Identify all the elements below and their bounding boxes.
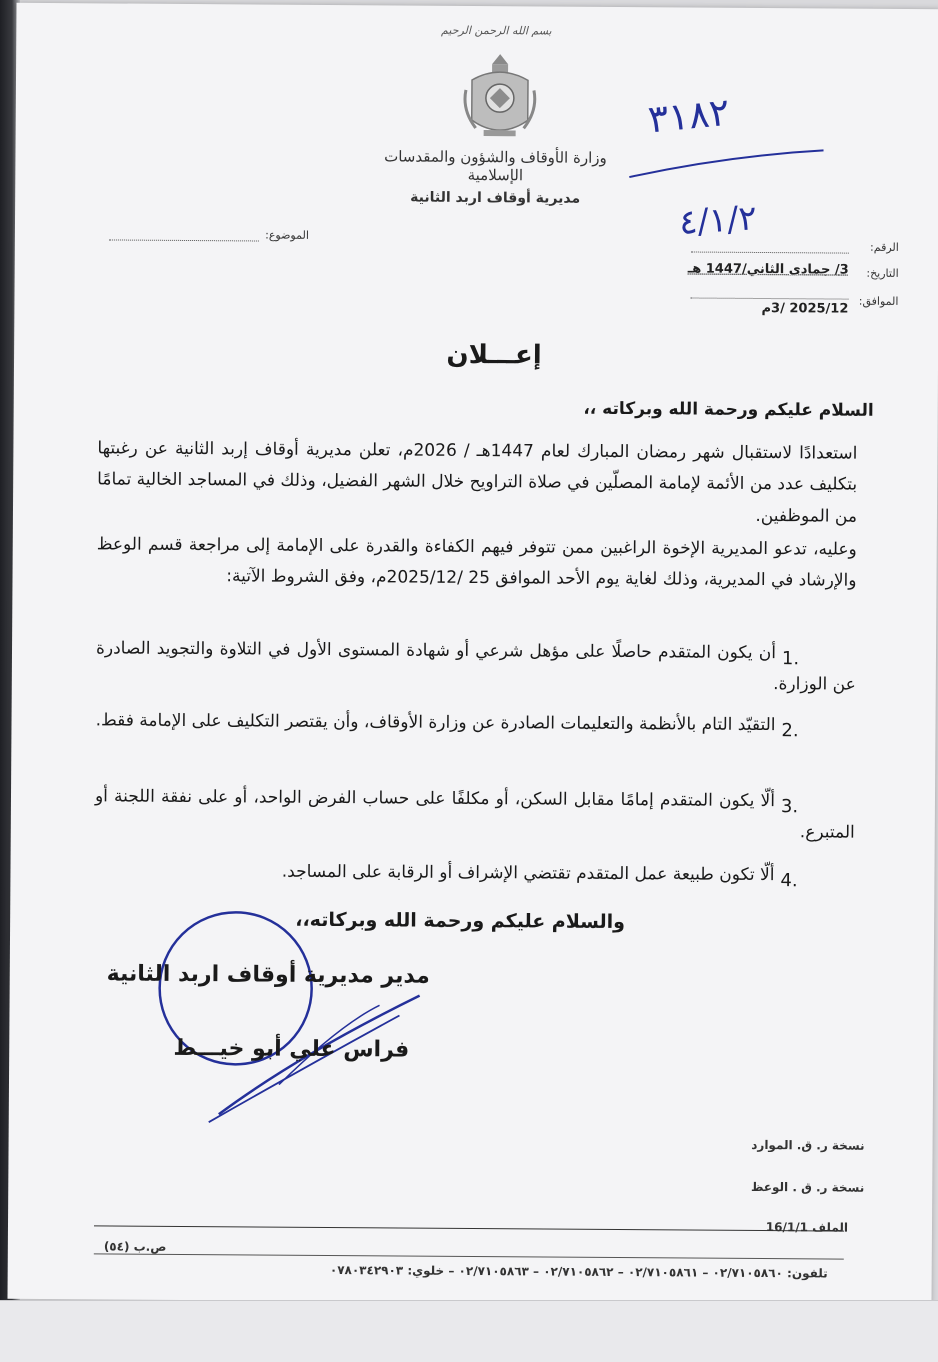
condition-number: 4.: [780, 870, 798, 892]
date-value: 3/ جمادى الثاني/1447 هـ: [687, 261, 849, 278]
directorate-name: مديرية أوقاف اربد الثانية: [410, 189, 581, 207]
contact-phones: تلفون: ٠٢/٧١٠٥٨٦٠ – ٠٢/٧١٠٥٨٦١ – ٠٢/٧١٠٥٨٦٢ – ٠٢/٧١٠٥٨٦٣ – خلوي: ٠٧٨٠٣٤٢٩٠٣: [329, 1263, 828, 1281]
letter-page: [7, 3, 938, 1305]
date-label: التاريخ:: [866, 266, 899, 280]
signer-title: مدير مديرية أوقاف اربد الثانية: [106, 961, 430, 989]
subject-label: الموضوع:: [265, 228, 309, 242]
condition-text: التقيّد التام بالأنظمة والتعليمات الصادرة عن وزارة الأوقاف، وأن يقتصر التكليف على الإمامة فقط.: [95, 710, 776, 736]
po-box: ص.ب (٥٤): [103, 1239, 167, 1254]
condition-item: [95, 781, 855, 849]
paragraph-invitation: وعليه، تدعو المديرية الإخوة الراغبين ممن تتوفر فيهم الكفاءة والقدرة على الإمامة إلى مراجعة قسم الوعظ والإرشاد في المديرية، وذلك لغاية يوم الأحد الموافق 25 /2025/12م، وفق الشروط الآتية:: [96, 534, 857, 592]
copy-recipient: نسخة ر. ق. الموارد: [751, 1137, 865, 1153]
handwritten-date: ٤/١/٢: [677, 198, 759, 243]
copy-recipient: نسخة ر. ق . الوعظ: [750, 1179, 865, 1195]
corresponding-label: الموافق:: [858, 294, 899, 308]
signer-name: فراس علي أبو خيـــط: [173, 1035, 410, 1063]
number-dotted-line: [691, 252, 849, 254]
footer-divider-secondary: [94, 1253, 844, 1259]
closing-salutation: والسلام عليكم ورحمة الله وبركاته،،: [295, 908, 626, 934]
jordan-emblem-icon: [462, 50, 539, 143]
corresponding-value: 2025/12 /3م: [690, 298, 848, 317]
condition-number: 3.: [780, 796, 799, 818]
condition-item: [94, 855, 854, 892]
basmala: بسم الله الرحمن الرحيم: [441, 23, 552, 38]
handwritten-incoming-number: ٣١٨٢: [646, 89, 732, 142]
condition-text: أن يكون المتقدم حاصلًا على مؤهل شرعي أو شهادة المستوى الأول في التلاوة والتجويد الصادرة عن الوزارة.: [95, 638, 856, 696]
subject-dotted-line: [109, 239, 259, 241]
underlying-page-edge: [0, 1300, 938, 1362]
condition-number: 2.: [781, 720, 799, 742]
condition-number: 1.: [781, 648, 800, 670]
handwritten-underline: [627, 145, 827, 186]
condition-item: [95, 705, 855, 742]
paragraph-intro: استعدادًا لاستقبال شهر رمضان المبارك لعام 1447هـ / 2026م، تعلن مديرية أوقاف إربد الثانية عن رغبتها بتكليف عدد من الأئمة لإمامة المصلّين في صلاة التراويح خلال الشهر الفضيل، وذلك في المساجد الخالية تمامًا من الموظفين.: [97, 438, 858, 527]
condition-item: [96, 633, 856, 701]
ministry-name: وزارة الأوقاف والشؤون والمقدسات الإسلامية: [384, 147, 607, 185]
condition-text: ألّا يكون المتقدم إمامًا مقابل السكن، أو مكلفًا على حساب الفرض الواحد، أو على نفقة اللجنة أو المتبرع.: [94, 786, 855, 844]
signature-stamp-icon: [149, 904, 441, 1136]
greeting: السلام عليكم ورحمة الله وبركاته ،،: [583, 398, 874, 421]
condition-text: ألّا تكون طبيعة عمل المتقدم تقتضي الإشراف أو الرقابة على المساجد.: [281, 861, 775, 886]
number-label: الرقم:: [870, 240, 899, 254]
announcement-title: إعـــلان: [446, 339, 542, 371]
file-reference: الملف 16/1/1: [765, 1220, 849, 1235]
